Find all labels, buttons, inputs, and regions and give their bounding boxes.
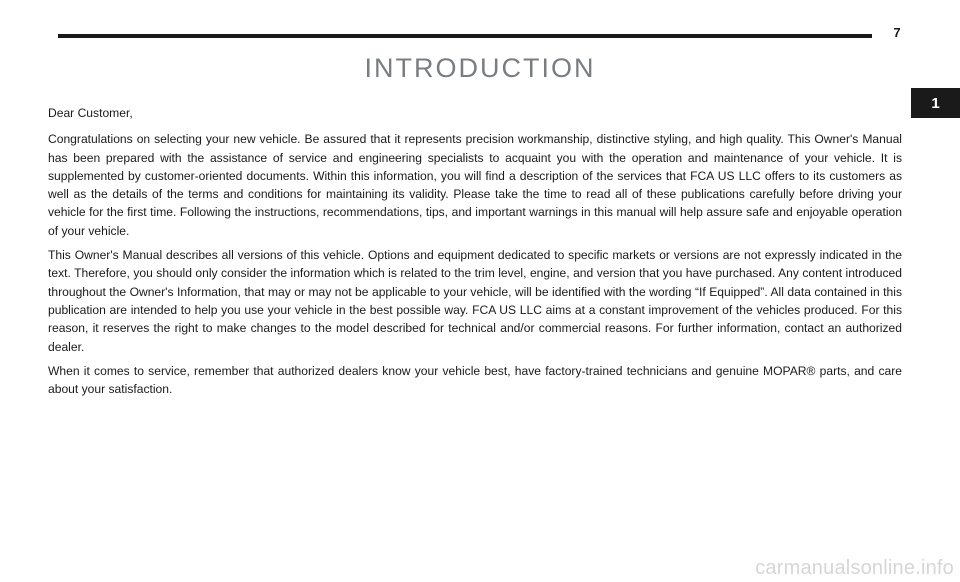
paragraph-versions: This Owner's Manual describes all versions of this vehicle. Options and equipment dedicated to specific markets or versions are not expressly indicated in the text. Therefore, you should only consider the information which is related to the trim level, engine, and version that you have purchased. Any content introduced throughout the Owner's Information, that may or may not be applicable to your vehicle, will be identified with the wording “If Equipped”. All data contained in this publication are intended to help you use your vehicle in the best possible way. FCA US LLC aims at a constant improvement of the vehicles produced. For this reason, it reserves the right to make changes to the model described for technical and/or commercial reasons. For further information, contact an authorized dealer. [48, 248, 902, 354]
paragraph-congratulations: Congratulations on selecting your new vehicle. Be assured that it represents precision workmanship, distinctive styling, and high quality. This Owner's Manual has been prepared with the assistance of service and engineering specialists to acquaint you with the operation and maintenance of your vehicle. It is supplemented by customer-oriented documents. Within this information, you will find a description of the services that FCA US LLC offers to its customers as well as the details of the terms and conditions for maintaining its validity. Please take the time to read all of these publications carefully before driving your vehicle for the first time. Following the instructions, recommendations, tips, and important warnings in this manual will help assure safe and enjoyable operation of your vehicle. [48, 132, 902, 238]
chapter-tab[interactable] [911, 88, 960, 118]
salutation: Dear Customer, [48, 106, 133, 120]
paragraph-service: When it comes to service, remember that authorized dealers know your vehicle best, have factory-trained technicians and genuine MOPAR® parts, and care about your satisfaction. [48, 363, 902, 397]
chapter-tab-label: 1 [931, 94, 940, 112]
header-rule [58, 34, 872, 38]
body-content [48, 104, 902, 404]
page-number: 7 [893, 25, 901, 40]
watermark-text: carmanualsonline.info [755, 557, 954, 579]
chapter-title: INTRODUCTION [364, 53, 596, 83]
